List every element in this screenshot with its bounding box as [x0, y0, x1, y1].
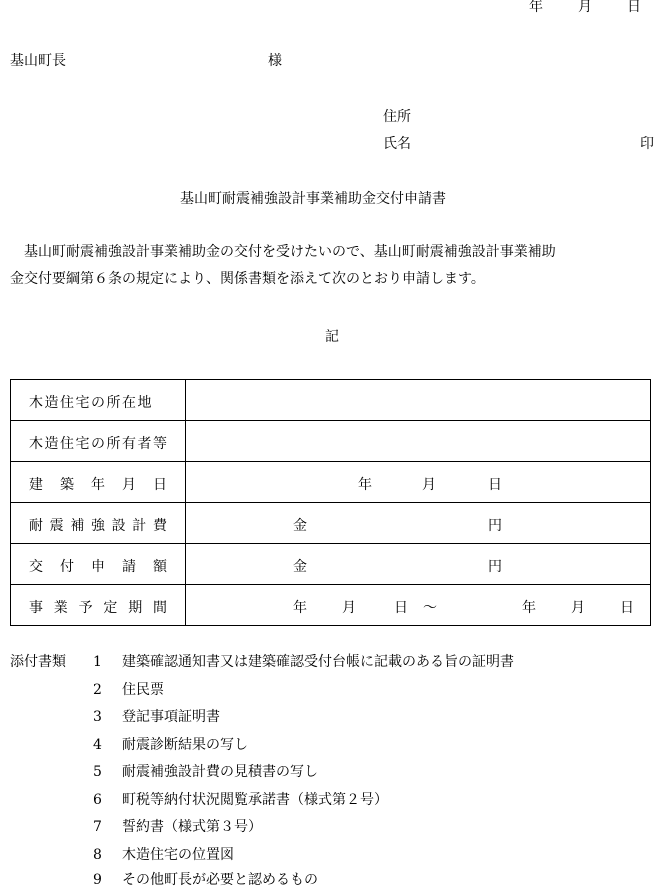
date-month: 月: [578, 0, 592, 15]
application-table: [10, 379, 651, 626]
attachment-number: 2: [93, 682, 102, 698]
label-design-cost: 耐 震 補 強 設 計 費: [29, 518, 167, 534]
value-project-period: 年 月 日 ～ 年 月 日: [186, 585, 651, 626]
attachment-number: 4: [93, 737, 102, 753]
table-row-built-date: [11, 462, 651, 503]
attachment-number: 8: [93, 847, 102, 863]
attachment-number: 7: [93, 819, 102, 835]
value-owner: [186, 421, 651, 462]
attachment-item: 建築確認通知書又は建築確認受付台帳に記載のある旨の証明書: [122, 654, 514, 670]
table-row-project-period: [11, 585, 651, 626]
label-location: 木造住宅の所在地: [29, 395, 153, 411]
body-line-2: 金交付要綱第６条の規定により、関係書類を添えて次のとおり申請します。: [10, 271, 485, 287]
seal-mark: 印: [640, 136, 654, 152]
attachment-number: 1: [93, 654, 102, 670]
body-line-1: 基山町耐震補強設計事業補助金の交付を受けたいので、基山町耐震補強設計事業補助: [24, 244, 556, 260]
value-design-cost: 金 円: [186, 503, 651, 544]
ki-mark: 記: [325, 329, 339, 345]
attachment-number: 5: [93, 764, 102, 780]
table-row-owner: [11, 421, 651, 462]
table-row-grant-amount: [11, 544, 651, 585]
date-day: 日: [627, 0, 641, 15]
attachment-item: 登記事項証明書: [122, 709, 220, 725]
attachment-item: 住民票: [122, 682, 164, 698]
attachments-heading: 添付書類: [10, 654, 66, 670]
attachment-item: 耐震診断結果の写し: [122, 737, 248, 753]
value-location: [186, 380, 651, 421]
attachment-item: 町税等納付状況閲覧承諾書（様式第２号）: [122, 792, 388, 808]
attachment-item: 耐震補強設計費の見積書の写し: [122, 764, 318, 780]
attachment-number: 9: [93, 872, 102, 888]
value-built-date: 年 月 日: [186, 462, 651, 503]
attachment-number: 3: [93, 709, 102, 725]
label-grant-amount: 交 付 申 請 額: [29, 559, 167, 575]
label-project-period: 事 業 予 定 期 間: [29, 600, 167, 616]
attachment-number: 6: [93, 792, 102, 808]
table-row-location: [11, 380, 651, 421]
addressee-name: 基山町長: [10, 53, 66, 69]
date-year: 年: [529, 0, 543, 15]
value-grant-amount: 金 円: [186, 544, 651, 585]
label-built-date: 建 築 年 月 日: [29, 477, 167, 493]
address-label: 住所: [383, 109, 411, 125]
attachment-item: 誓約書（様式第３号）: [122, 819, 262, 835]
attachment-item: 木造住宅の位置図: [122, 847, 234, 863]
attachment-item: その他町長が必要と認めるもの: [122, 872, 318, 888]
name-label: 氏名: [383, 136, 411, 152]
addressee-honorific: 様: [268, 53, 282, 69]
table-row-design-cost: [11, 503, 651, 544]
document-title: 基山町耐震補強設計事業補助金交付申請書: [180, 191, 446, 207]
label-owner: 木造住宅の所有者等: [29, 436, 169, 452]
